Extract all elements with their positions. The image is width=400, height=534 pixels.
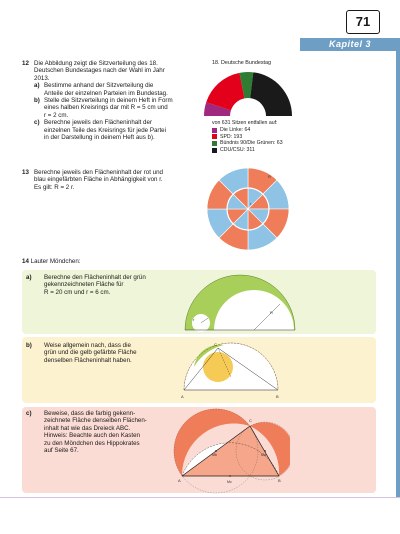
task-14b-line-3: denselben Flächeninhalt haben. <box>44 356 132 364</box>
fig-c-Mc-label: Mc <box>227 480 232 484</box>
side-accent-bar <box>396 38 400 498</box>
lune-figure-a <box>180 274 300 334</box>
task-12-intro-1: Die Abbildung zeigt die Sitzverteilung des 18. <box>34 60 158 67</box>
task-12-b-line-2: eines halben Kreisrings dar mit R = 5 cm und <box>44 104 168 112</box>
task-12-c-line-3: in der Darstellung in deinem Heft aus b). <box>44 134 155 142</box>
fig-c-B-label: B <box>278 478 281 483</box>
task-14c-label: c) <box>26 410 32 417</box>
task-14b-label: b) <box>26 342 32 349</box>
legend-swatch-cdu <box>212 148 217 153</box>
circle-sector-figure <box>205 166 291 252</box>
task-12-a-label: a) <box>34 82 40 90</box>
task-13-line-3: Es gilt: R = 2 r. <box>34 183 75 191</box>
legend-item-gruene: Bündnis 90/Die Grünen: 63 <box>212 140 283 147</box>
task-12 <box>22 60 192 141</box>
seats-caption: von 631 Sitzen entfallen auf: <box>212 120 278 126</box>
task-13 <box>22 169 202 191</box>
svg-text:r: r <box>250 201 252 206</box>
footer-divider <box>0 497 400 498</box>
chapter-tab: Kapitel 3 <box>300 38 400 51</box>
task-12-c-line-2: einzelnen Teile des Kreisrings für jede Partei <box>44 126 166 134</box>
lune-figure-c <box>170 408 290 494</box>
task-14c-line-1: Beweise, dass die farbig gekenn- <box>44 410 136 417</box>
task-12-b-label: b) <box>34 97 40 105</box>
task-13-line-2: blau eingefärbten Fläche in Abhängigkeit von r. <box>34 176 163 184</box>
task-14c <box>26 410 176 454</box>
task-14a-line-3: R = 20 cm und r = 6 cm. <box>44 288 111 296</box>
task-13-number: 13 <box>22 169 29 176</box>
task-14c-line-3: inhalt hat wie das Dreieck ABC. <box>44 424 131 432</box>
task-14-heading <box>22 258 81 265</box>
bundestag-seat-chart <box>200 68 296 118</box>
task-12-a-line-2: Anteile der einzelnen Parteien im Bundestag. <box>44 89 168 97</box>
bundestag-chart-title: 18. Deutsche Bundestag <box>212 60 272 66</box>
task-12-number: 12 <box>22 60 29 67</box>
task-14b <box>26 342 166 364</box>
task-14a-line-2: gekennzeichneten Fläche für <box>44 281 124 289</box>
task-14b-line-2: grün und die gelb gefärbte Fläche <box>44 349 137 357</box>
task-12-b-line-3: r = 2 cm. <box>44 111 69 119</box>
fig-c-C-label: C <box>249 418 252 423</box>
task-14a-label: a) <box>26 274 32 281</box>
task-14c-line-6: auf Seite 67. <box>44 447 79 455</box>
legend-swatch-spd <box>212 134 217 139</box>
task-12-intro-3: 2013. <box>34 74 50 82</box>
task-12-c-line-1: Berechne jeweils den Flächeninhalt der <box>44 119 153 127</box>
legend-swatch-gruene <box>212 141 217 146</box>
task-14b-line-1: Weise allgemein nach, dass die <box>44 342 131 349</box>
bundestag-legend <box>212 127 283 153</box>
task-14c-line-5: zu den Möndchen des Hippokrates <box>44 439 140 447</box>
fig-c-Ma-label: Ma <box>261 453 266 457</box>
legend-swatch-linke <box>212 128 217 133</box>
fig-b-A-label: A <box>181 394 184 399</box>
fig-b-C-label: C <box>214 342 217 347</box>
legend-item-spd: SPD: 193 <box>212 134 283 141</box>
fig-a-R-label: R <box>270 310 273 315</box>
fig-c-Mb-label: Mb <box>212 453 217 457</box>
task-14c-line-2: zeichnete Fläche denselben Flächen- <box>44 417 147 425</box>
legend-item-linke: Die Linke: 64 <box>212 127 283 134</box>
task-14c-line-4: Hinweis: Beachte auch den Kasten <box>44 432 140 440</box>
legend-item-cdu: CDU/CSU: 311 <box>212 147 283 154</box>
task-12-intro-2: Deutschen Bundestages nach der Wahl im Jahr <box>34 67 165 75</box>
task-12-b-line-1: Stelle die Sitzverteilung in deinem Heft in Form <box>44 97 173 105</box>
task-13-line-1: Berechne jeweils den Flächeninhalt der rot und <box>34 169 163 176</box>
page-number: 71 <box>346 10 380 34</box>
task-14a-line-1: Berechne den Flächeninhalt der grün <box>44 274 146 281</box>
task-14-title: Lauter Möndchen: <box>30 258 81 265</box>
fig-c-A-label: A <box>178 478 181 483</box>
task-12-a-line-1: Bestimme anhand der Sitzverteilung die <box>44 82 154 90</box>
lune-figure-b <box>176 337 286 401</box>
svg-text:R: R <box>268 174 271 179</box>
task-12-c-label: c) <box>34 119 40 127</box>
seat-segment-cdu <box>250 72 292 116</box>
task-14a <box>26 274 166 296</box>
fig-a-r-label: r <box>193 317 195 322</box>
task-14-number: 14 <box>22 258 29 265</box>
fig-b-B-label: B <box>276 394 279 399</box>
